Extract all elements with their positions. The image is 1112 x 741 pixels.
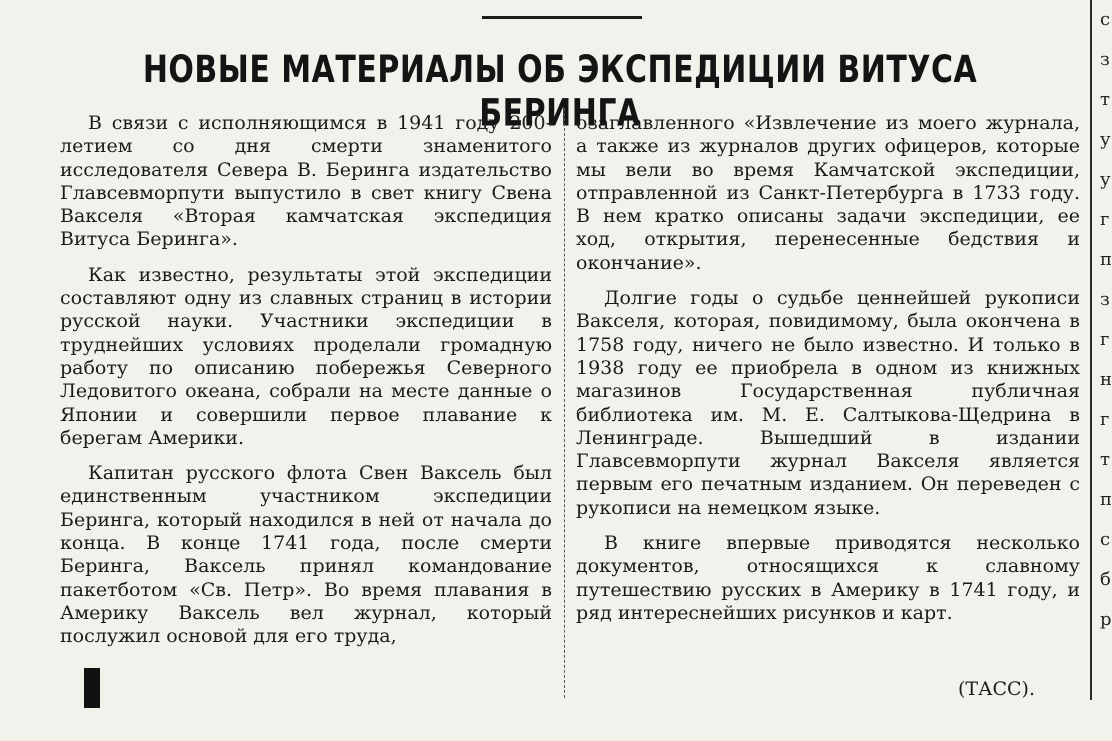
column-divider xyxy=(564,108,566,698)
paragraph: Долгие годы о судьбе ценнейшей рукописи Вакселя, которая, повидимому, была окончена в 1758 году, ничего не было известно. И только в 1938 году ее приобрела в одном из книжных магазинов Государственная публичная библиотека им. М. Е. Салтыкова-Щедрина в Ленинграде. Вышедший в издании Главсевморпути журнал Вакселя является первым его печатным изданием. Он переведен с рукописи на немецком языке. xyxy=(576,287,1080,519)
edge-letter: с xyxy=(1100,529,1111,550)
edge-letter: з xyxy=(1100,289,1110,310)
edge-letter: п xyxy=(1100,249,1112,270)
edge-letter: н xyxy=(1100,369,1112,390)
edge-letter: п xyxy=(1100,489,1112,510)
column-rule-right xyxy=(1090,0,1092,700)
edge-letter: б xyxy=(1100,569,1111,590)
edge-letter: г xyxy=(1100,209,1110,230)
paragraph: Капитан русского флота Свен Ваксель был единственным участником экспедиции Беринга, который находился в ней от начала до конца. В конце 1741 года, после смерти Беринга, Ваксель принял командование пакетботом «Св. Петр». Во время плавания в Америку Ваксель вел журнал, который послужил основой для его труда, xyxy=(60,462,552,648)
edge-letter: р xyxy=(1100,609,1112,630)
top-rule xyxy=(482,16,642,19)
edge-letter: г xyxy=(1100,329,1110,350)
left-column xyxy=(60,112,552,661)
edge-letter: з xyxy=(1100,49,1110,70)
edge-letter: у xyxy=(1100,129,1111,150)
adjacent-column-edge xyxy=(1100,0,1110,741)
edge-letter: г xyxy=(1100,409,1110,430)
edge-letter: с xyxy=(1100,9,1111,30)
right-column xyxy=(576,112,1080,637)
paragraph: озаглавленного «Извлечение из моего журнала, а также из журналов других офицеров, которые мы вели во время Камчатской экспедиции, отправленной из Санкт-Петербурга в 1733 году. В нем кратко описаны задачи экспедиции, ее ход, открытия, перенесенные бедствия и окончание». xyxy=(576,112,1080,274)
agency-credit: (ТАСС). xyxy=(958,678,1036,700)
paragraph: В связи с исполняющимся в 1941 году 200-летием со дня смерти знаменитого исследователя Севера В. Беринга издательство Главсевморпути выпустило в свет книгу Свена Вакселя «Вторая камчатская экспедиция Витуса Беринга». xyxy=(60,112,552,251)
paragraph: Как известно, результаты этой экспедиции составляют одну из славных страниц в истории русской науки. Участники экспедиции в труднейших условиях проделали громадную работу по описанию побережья Северного Ледовитого океана, собрали на месте данные о Японии и совершили первое плавание к берегам Америки. xyxy=(60,263,552,449)
edge-letter: т xyxy=(1100,449,1110,470)
ink-blot xyxy=(84,668,100,708)
article-headline: НОВЫЕ МАТЕРИАЛЫ ОБ ЭКСПЕДИЦИИ ВИТУСА БЕРИНГА xyxy=(142,48,978,136)
edge-letter: у xyxy=(1100,169,1111,190)
edge-letter: т xyxy=(1100,89,1110,110)
paragraph: В книге впервые приводятся несколько документов, относящихся к славному путешествию русских в Америку в 1741 году, и ряд интереснейших рисунков и карт. xyxy=(576,532,1080,624)
